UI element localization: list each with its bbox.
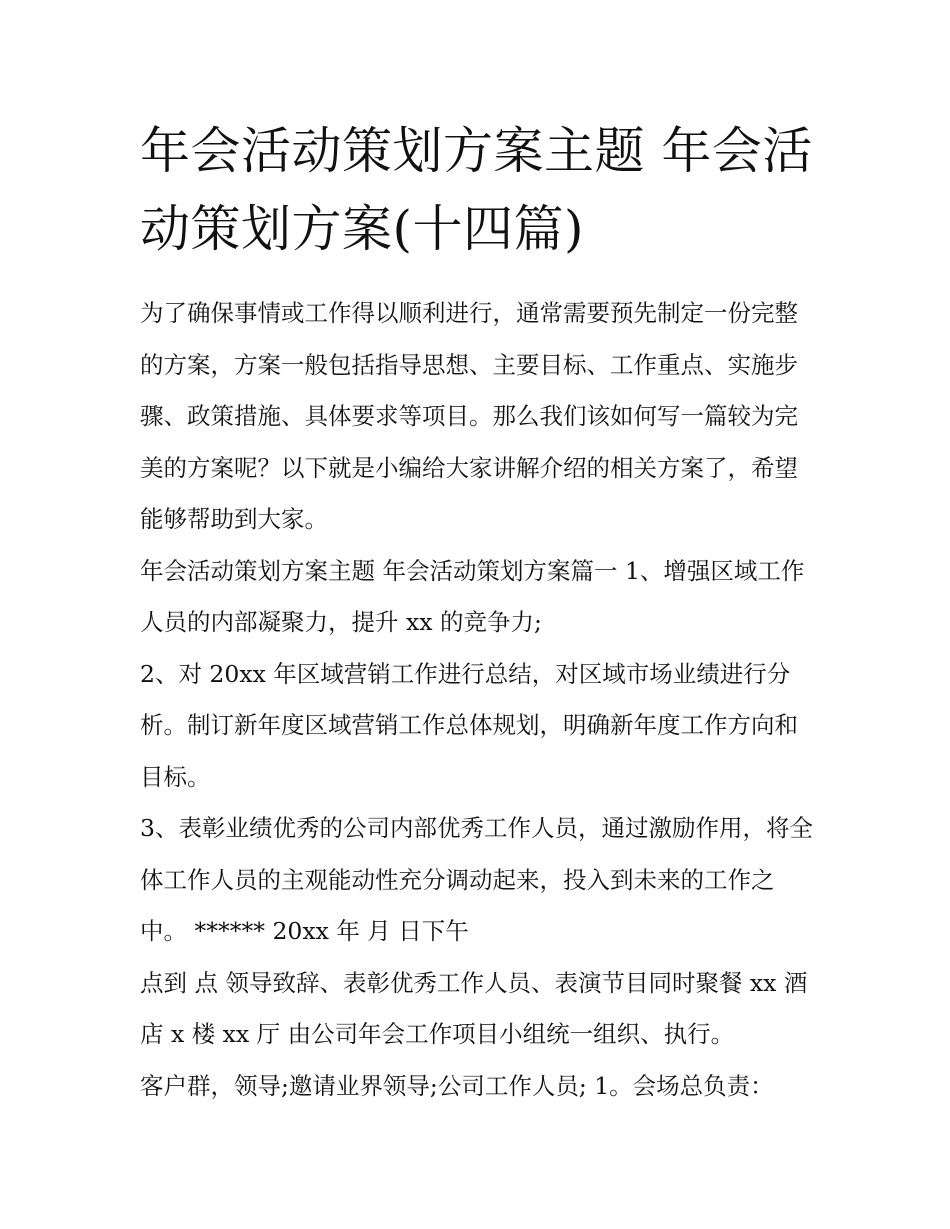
- paragraph-item-three: 3、表彰业绩优秀的公司内部优秀工作人员，通过激励作用，将全体工作人员的主观能动性充分调动起来，投入到未来的工作之中。 ****** 20xx 年 月 日下午: [140, 814, 813, 945]
- paragraph-section-one: 年会活动策划方案主题 年会活动策划方案篇一 1、增强区域工作人员的内部凝聚力，提升 xx 的竞争力;: [140, 556, 805, 636]
- document-page: [140, 112, 820, 1112]
- document-title: 年会活动策划方案主题 年会活动策划方案(十四篇): [140, 122, 813, 258]
- paragraph-intro: 为了确保事情或工作得以顺利进行，通常需要预先制定一份完整的方案，方案一般包括指导思想、主要目标、工作重点、实施步骤、政策措施、具体要求等项目。那么我们该如何写一篇较为完美的方案呢？以下就是小编给大家讲解介绍的相关方案了，希望能够帮助到大家。: [140, 299, 798, 533]
- paragraph-attendees: 客户群，领导;邀请业界领导;公司工作人员; 1。会场总负责：: [140, 1071, 774, 1100]
- document-body: [140, 288, 820, 1112]
- paragraph-event-details: 点到 点 领导致辞、表彰优秀工作人员、表演节目同时聚餐 xx 酒店 x 楼 xx 厅 由公司年会工作项目小组统一组织、执行。: [140, 968, 808, 1048]
- paragraph-item-two: 2、对 20xx 年区域营销工作进行总结，对区域市场业绩进行分析。制订新年度区域营销工作总体规划，明确新年度工作方向和目标。: [140, 659, 798, 791]
